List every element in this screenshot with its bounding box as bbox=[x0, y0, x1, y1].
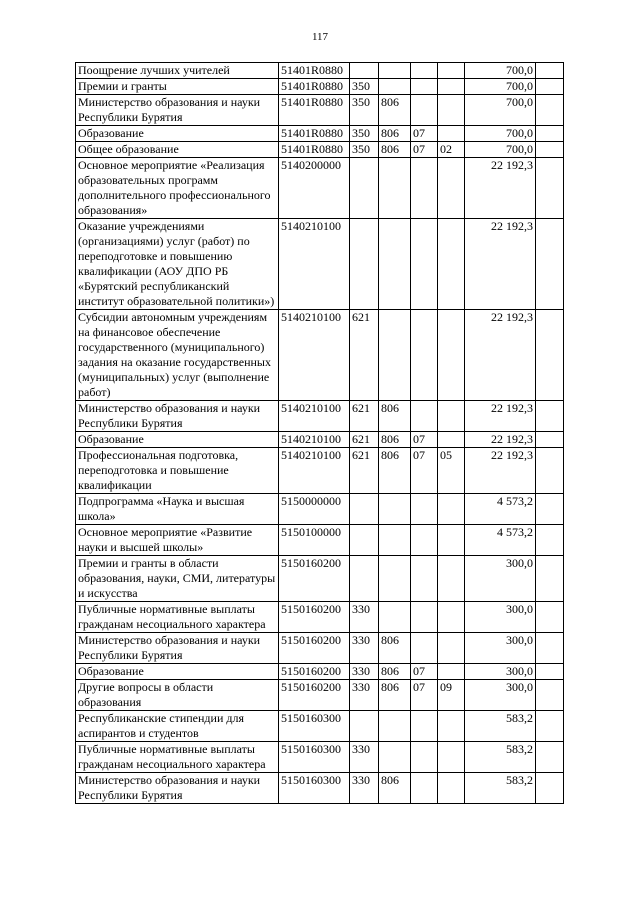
ministry-code: 806 bbox=[379, 448, 411, 494]
target-article-code: 5140200000 bbox=[279, 158, 350, 219]
section-code: 07 bbox=[411, 142, 438, 158]
item-name: Другие вопросы в области образования bbox=[76, 680, 279, 711]
empty-cell bbox=[536, 556, 564, 602]
target-article-code: 5140210100 bbox=[279, 401, 350, 432]
empty-cell bbox=[536, 142, 564, 158]
subsection-code bbox=[438, 664, 465, 680]
amount: 700,0 bbox=[465, 95, 536, 126]
target-article-code: 5150000000 bbox=[279, 494, 350, 525]
subsection-code: 05 bbox=[438, 448, 465, 494]
empty-cell bbox=[536, 158, 564, 219]
expense-type-code bbox=[350, 63, 379, 79]
table-row bbox=[76, 633, 564, 664]
empty-cell bbox=[536, 126, 564, 142]
section-code bbox=[411, 63, 438, 79]
table-row bbox=[76, 432, 564, 448]
item-name: Основное мероприятие «Реализация образовательных программ дополнительного профессионального образования» bbox=[76, 158, 279, 219]
ministry-code bbox=[379, 494, 411, 525]
section-code bbox=[411, 401, 438, 432]
amount: 300,0 bbox=[465, 664, 536, 680]
subsection-code: 09 bbox=[438, 680, 465, 711]
page-number: 117 bbox=[311, 31, 329, 43]
ministry-code bbox=[379, 79, 411, 95]
section-code bbox=[411, 79, 438, 95]
budget-table-body bbox=[76, 63, 564, 804]
table-row bbox=[76, 494, 564, 525]
item-name: Премии и гранты в области образования, науки, СМИ, литературы и искусства bbox=[76, 556, 279, 602]
empty-cell bbox=[536, 401, 564, 432]
empty-cell bbox=[536, 742, 564, 773]
amount: 22 192,3 bbox=[465, 432, 536, 448]
expense-type-code: 350 bbox=[350, 142, 379, 158]
ministry-code: 806 bbox=[379, 142, 411, 158]
target-article-code: 51401R0880 bbox=[279, 63, 350, 79]
empty-cell bbox=[536, 95, 564, 126]
item-name: Образование bbox=[76, 664, 279, 680]
expense-type-code: 621 bbox=[350, 401, 379, 432]
ministry-code bbox=[379, 310, 411, 401]
expense-type-code bbox=[350, 494, 379, 525]
subsection-code bbox=[438, 79, 465, 95]
amount: 700,0 bbox=[465, 142, 536, 158]
amount: 22 192,3 bbox=[465, 310, 536, 401]
subsection-code bbox=[438, 95, 465, 126]
table-row bbox=[76, 680, 564, 711]
target-article-code: 5150100000 bbox=[279, 525, 350, 556]
target-article-code: 5150160200 bbox=[279, 633, 350, 664]
item-name: Республиканские стипендии для аспирантов и студентов bbox=[76, 711, 279, 742]
item-name: Оказание учреждениями (организациями) услуг (работ) по переподготовке и повышению квалификации (АОУ ДПО РБ «Бурятский республиканский институт образовательной политики») bbox=[76, 219, 279, 310]
amount: 583,2 bbox=[465, 711, 536, 742]
target-article-code: 5150160300 bbox=[279, 742, 350, 773]
amount: 583,2 bbox=[465, 773, 536, 804]
amount: 4 573,2 bbox=[465, 494, 536, 525]
ministry-code: 806 bbox=[379, 633, 411, 664]
item-name: Публичные нормативные выплаты гражданам несоциального характера bbox=[76, 742, 279, 773]
amount: 22 192,3 bbox=[465, 401, 536, 432]
expense-type-code: 330 bbox=[350, 633, 379, 664]
section-code bbox=[411, 633, 438, 664]
table-row bbox=[76, 126, 564, 142]
subsection-code bbox=[438, 401, 465, 432]
expense-type-code: 330 bbox=[350, 664, 379, 680]
expense-type-code bbox=[350, 556, 379, 602]
table-row bbox=[76, 664, 564, 680]
empty-cell bbox=[536, 602, 564, 633]
section-code: 07 bbox=[411, 680, 438, 711]
target-article-code: 5150160200 bbox=[279, 602, 350, 633]
expense-type-code bbox=[350, 711, 379, 742]
item-name: Министерство образования и науки Республики Бурятия bbox=[76, 401, 279, 432]
empty-cell bbox=[536, 664, 564, 680]
table-row bbox=[76, 556, 564, 602]
section-code bbox=[411, 773, 438, 804]
amount: 300,0 bbox=[465, 633, 536, 664]
item-name: Образование bbox=[76, 432, 279, 448]
ministry-code bbox=[379, 556, 411, 602]
item-name: Основное мероприятие «Развитие науки и высшей школы» bbox=[76, 525, 279, 556]
target-article-code: 5140210100 bbox=[279, 448, 350, 494]
item-name: Субсидии автономным учреждениям на финансовое обеспечение государственного (муниципального) задания на оказание государственных (муниципальных) услуг (выполнение работ) bbox=[76, 310, 279, 401]
ministry-code: 806 bbox=[379, 432, 411, 448]
expense-type-code bbox=[350, 158, 379, 219]
target-article-code: 5150160200 bbox=[279, 664, 350, 680]
subsection-code bbox=[438, 432, 465, 448]
subsection-code bbox=[438, 219, 465, 310]
empty-cell bbox=[536, 310, 564, 401]
empty-cell bbox=[536, 525, 564, 556]
subsection-code bbox=[438, 310, 465, 401]
item-name: Премии и гранты bbox=[76, 79, 279, 95]
empty-cell bbox=[536, 711, 564, 742]
ministry-code: 806 bbox=[379, 664, 411, 680]
amount: 583,2 bbox=[465, 742, 536, 773]
section-code bbox=[411, 525, 438, 556]
amount: 300,0 bbox=[465, 602, 536, 633]
amount: 22 192,3 bbox=[465, 219, 536, 310]
ministry-code: 806 bbox=[379, 95, 411, 126]
empty-cell bbox=[536, 494, 564, 525]
ministry-code: 806 bbox=[379, 773, 411, 804]
section-code bbox=[411, 158, 438, 219]
amount: 300,0 bbox=[465, 680, 536, 711]
table-row bbox=[76, 401, 564, 432]
table-row bbox=[76, 63, 564, 79]
item-name: Образование bbox=[76, 126, 279, 142]
table-row bbox=[76, 142, 564, 158]
empty-cell bbox=[536, 680, 564, 711]
empty-cell bbox=[536, 63, 564, 79]
target-article-code: 51401R0880 bbox=[279, 95, 350, 126]
expense-type-code: 330 bbox=[350, 680, 379, 711]
ministry-code: 806 bbox=[379, 401, 411, 432]
ministry-code bbox=[379, 158, 411, 219]
table-row bbox=[76, 158, 564, 219]
table-row bbox=[76, 448, 564, 494]
expense-type-code: 350 bbox=[350, 126, 379, 142]
subsection-code bbox=[438, 158, 465, 219]
empty-cell bbox=[536, 448, 564, 494]
target-article-code: 5150160300 bbox=[279, 711, 350, 742]
target-article-code: 5140210100 bbox=[279, 432, 350, 448]
section-code bbox=[411, 556, 438, 602]
item-name: Министерство образования и науки Республики Бурятия bbox=[76, 773, 279, 804]
subsection-code bbox=[438, 602, 465, 633]
target-article-code: 5150160200 bbox=[279, 680, 350, 711]
section-code: 07 bbox=[411, 448, 438, 494]
item-name: Поощрение лучших учителей bbox=[76, 63, 279, 79]
empty-cell bbox=[536, 633, 564, 664]
target-article-code: 51401R0880 bbox=[279, 126, 350, 142]
table-row bbox=[76, 711, 564, 742]
target-article-code: 5150160300 bbox=[279, 773, 350, 804]
target-article-code: 5140210100 bbox=[279, 219, 350, 310]
section-code bbox=[411, 711, 438, 742]
section-code bbox=[411, 494, 438, 525]
table-row bbox=[76, 525, 564, 556]
item-name: Министерство образования и науки Республики Бурятия bbox=[76, 95, 279, 126]
section-code bbox=[411, 219, 438, 310]
ministry-code bbox=[379, 742, 411, 773]
ministry-code bbox=[379, 711, 411, 742]
target-article-code: 51401R0880 bbox=[279, 79, 350, 95]
ministry-code: 806 bbox=[379, 680, 411, 711]
expense-type-code: 621 bbox=[350, 432, 379, 448]
subsection-code: 02 bbox=[438, 142, 465, 158]
ministry-code: 806 bbox=[379, 126, 411, 142]
subsection-code bbox=[438, 773, 465, 804]
expense-type-code bbox=[350, 525, 379, 556]
item-name: Публичные нормативные выплаты гражданам несоциального характера bbox=[76, 602, 279, 633]
item-name: Общее образование bbox=[76, 142, 279, 158]
empty-cell bbox=[536, 219, 564, 310]
item-name: Профессиональная подготовка, переподготовка и повышение квалификации bbox=[76, 448, 279, 494]
amount: 4 573,2 bbox=[465, 525, 536, 556]
ministry-code bbox=[379, 602, 411, 633]
target-article-code: 5150160200 bbox=[279, 556, 350, 602]
table-row bbox=[76, 219, 564, 310]
amount: 700,0 bbox=[465, 126, 536, 142]
section-code bbox=[411, 310, 438, 401]
section-code bbox=[411, 602, 438, 633]
target-article-code: 5140210100 bbox=[279, 310, 350, 401]
empty-cell bbox=[536, 79, 564, 95]
subsection-code bbox=[438, 556, 465, 602]
expense-type-code: 330 bbox=[350, 742, 379, 773]
expense-type-code: 621 bbox=[350, 448, 379, 494]
ministry-code bbox=[379, 219, 411, 310]
section-code bbox=[411, 742, 438, 773]
empty-cell bbox=[536, 773, 564, 804]
section-code: 07 bbox=[411, 664, 438, 680]
expense-type-code: 350 bbox=[350, 79, 379, 95]
table-row bbox=[76, 773, 564, 804]
subsection-code bbox=[438, 525, 465, 556]
section-code: 07 bbox=[411, 432, 438, 448]
amount: 700,0 bbox=[465, 79, 536, 95]
subsection-code bbox=[438, 633, 465, 664]
expense-type-code bbox=[350, 219, 379, 310]
table-row bbox=[76, 742, 564, 773]
expense-type-code: 330 bbox=[350, 773, 379, 804]
expense-type-code: 330 bbox=[350, 602, 379, 633]
table-row bbox=[76, 79, 564, 95]
amount: 700,0 bbox=[465, 63, 536, 79]
subsection-code bbox=[438, 494, 465, 525]
subsection-code bbox=[438, 126, 465, 142]
budget-table bbox=[75, 62, 564, 804]
ministry-code bbox=[379, 63, 411, 79]
amount: 22 192,3 bbox=[465, 448, 536, 494]
expense-type-code: 621 bbox=[350, 310, 379, 401]
subsection-code bbox=[438, 711, 465, 742]
table-row bbox=[76, 310, 564, 401]
section-code bbox=[411, 95, 438, 126]
table-row bbox=[76, 95, 564, 126]
subsection-code bbox=[438, 742, 465, 773]
section-code: 07 bbox=[411, 126, 438, 142]
table-row bbox=[76, 602, 564, 633]
subsection-code bbox=[438, 63, 465, 79]
item-name: Министерство образования и науки Республики Бурятия bbox=[76, 633, 279, 664]
empty-cell bbox=[536, 432, 564, 448]
amount: 300,0 bbox=[465, 556, 536, 602]
ministry-code bbox=[379, 525, 411, 556]
item-name: Подпрограмма «Наука и высшая школа» bbox=[76, 494, 279, 525]
expense-type-code: 350 bbox=[350, 95, 379, 126]
target-article-code: 51401R0880 bbox=[279, 142, 350, 158]
amount: 22 192,3 bbox=[465, 158, 536, 219]
